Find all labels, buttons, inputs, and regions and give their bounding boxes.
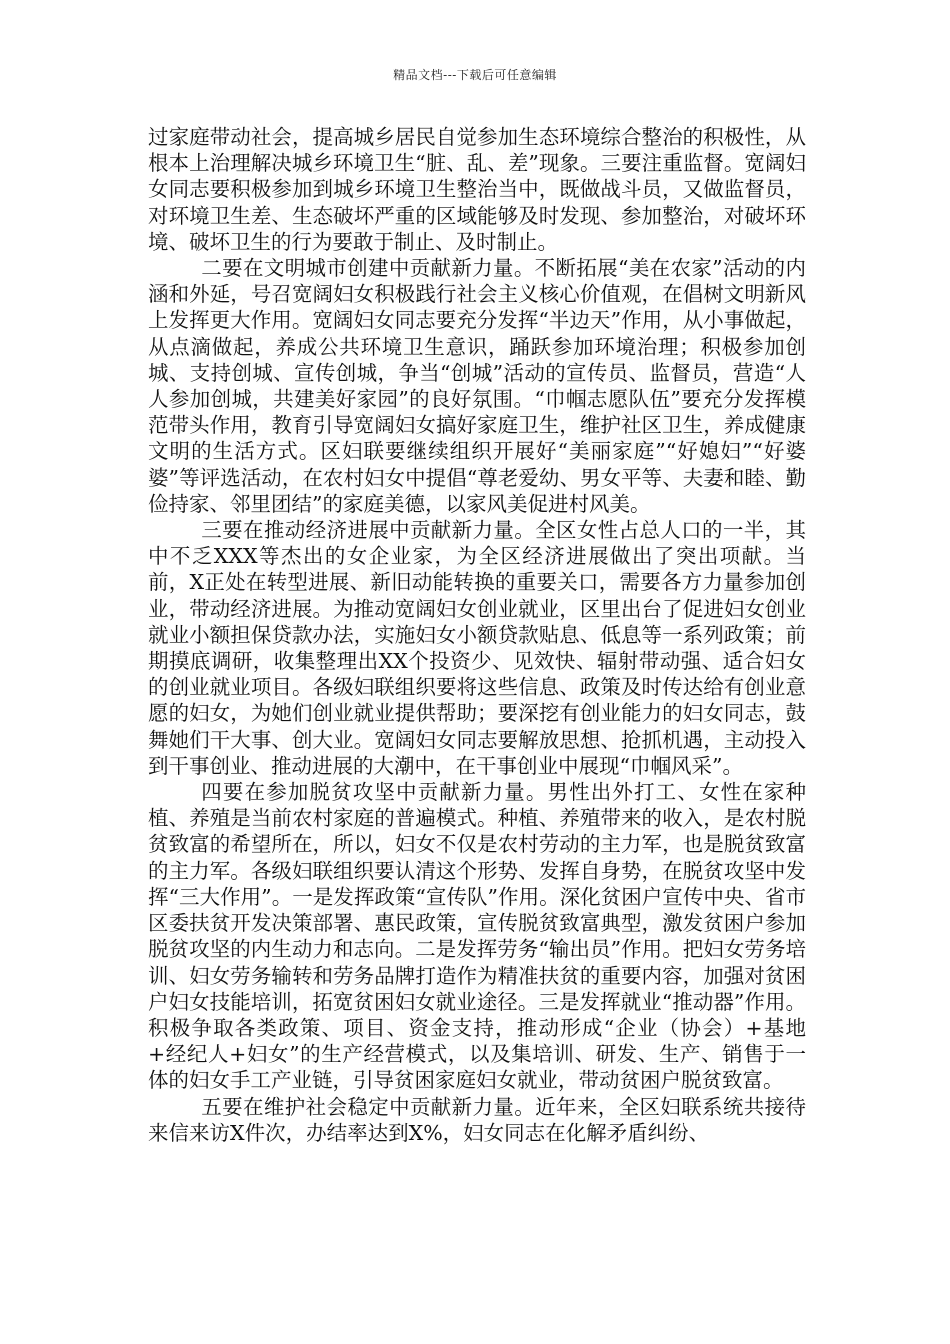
paragraph-poverty-alleviation: 四要在参加脱贫攻坚中贡献新力量。男性出外打工、女性在家种植、养殖是当前农村家庭的普遍模式。种植、养殖带来的收入，是农村脱贫致富的希望所在，所以，妇女不仅是农村劳动的主力军，也是脱贫致富的主力军。各级妇联组织要认清这个形势、发挥自身势，在脱贫攻坚中发挥“三大作用”。一是发挥政策“宣传队”作用。深化贫困户宣传中央、省市区委扶贫开发决策部署、惠民政策，宣传脱贫致富典型，激发贫困户参加脱贫攻坚的内生动力和志向。二是发挥劳务“输出员”作用。把妇女劳务培训、妇女劳务输转和劳务品牌打造作为精准扶贫的重要内容，加强对贫困户妇女技能培训，拓宽贫困妇女就业途径。三是发挥就业“推动器”作用。积极争取各类政策、项目、资金支持，推动形成“企业（协会）+基地+经纪人+妇女”的生产经营模式，以及集培训、研发、生产、销售于一体的妇女手工产业链，引导贫困家庭妇女就业，带动贫困户脱贫致富。 (148, 780, 806, 1093)
page-header: 精品文档---下载后可任意编辑 (393, 68, 557, 82)
paragraph-continued: 过家庭带动社会，提高城乡居民自觉参加生态环境综合整治的积极性，从根本上治理解决城乡环境卫生“脏、乱、差”现象。三要注重监督。宽阔妇女同志要积极参加到城乡环境卫生整治当中，既做战斗员，又做监督员，对环境卫生差、生态破坏严重的区域能够及时发现、参加整治，对破坏环境、破坏卫生的行为要敢于制止、及时制止。 (148, 125, 806, 254)
paragraph-economic-development: 三要在推动经济进展中贡献新力量。全区女性占总人口的一半，其中不乏XXX等杰出的女企业家，为全区经济进展做出了突出项献。当前，X正处在转型进展、新旧动能转换的重要关口，需要各方力量参加创业，带动经济进展。为推动宽阔妇女创业就业，区里出台了促进妇女创业就业小额担保贷款办法，实施妇女小额贷款贴息、低息等一系列政策；前期摸底调研，收集整理出XX个投资少、见效快、辐射带动强、适合妇女的创业就业项目。各级妇联组织要将这些信息、政策及时传达给有创业意愿的妇女，为她们创业就业提供帮助；要深挖有创业能力的妇女同志，鼓舞她们干大事、创大业。宽阔妇女同志要解放思想、抢抓机遇，主动投入到干事创业、推动进展的大潮中，在干事创业中展现“巾帼风采”。 (148, 518, 806, 778)
paragraph-social-stability: 五要在维护社会稳定中贡献新力量。近年来，全区妇联系统共接待来信来访X件次，办结率达到X%，妇女同志在化解矛盾纠纷、 (148, 1094, 806, 1145)
document-body (148, 124, 806, 1146)
paragraph-civilized-city: 二要在文明城市创建中贡献新力量。不断拓展“美在农家”活动的内涵和外延，号召宽阔妇女积极践行社会主义核心价值观，在倡树文明新风上发挥更大作用。宽阔妇女同志要充分发挥“半边天”作用，从小事做起，从点滴做起，养成公共环境卫生意识，踊跃参加环境治理；积极参加创城、支持创城、宣传创城，争当“创城”活动的宣传员、监督员，营造“人人参加创城，共建美好家园”的良好氛围。“巾帼志愿队伍”要充分发挥模范带头作用，教育引导宽阔妇女搞好家庭卫生，维护社区卫生，养成健康文明的生活方式。区妇联要继续组织开展好“美丽家庭”“好媳妇”“好婆婆”等评选活动，在农村妇女中提倡“尊老爱幼、男女平等、夫妻和睦、勤俭持家、邻里团结”的家庭美德，以家风美促进村风美。 (148, 256, 806, 516)
